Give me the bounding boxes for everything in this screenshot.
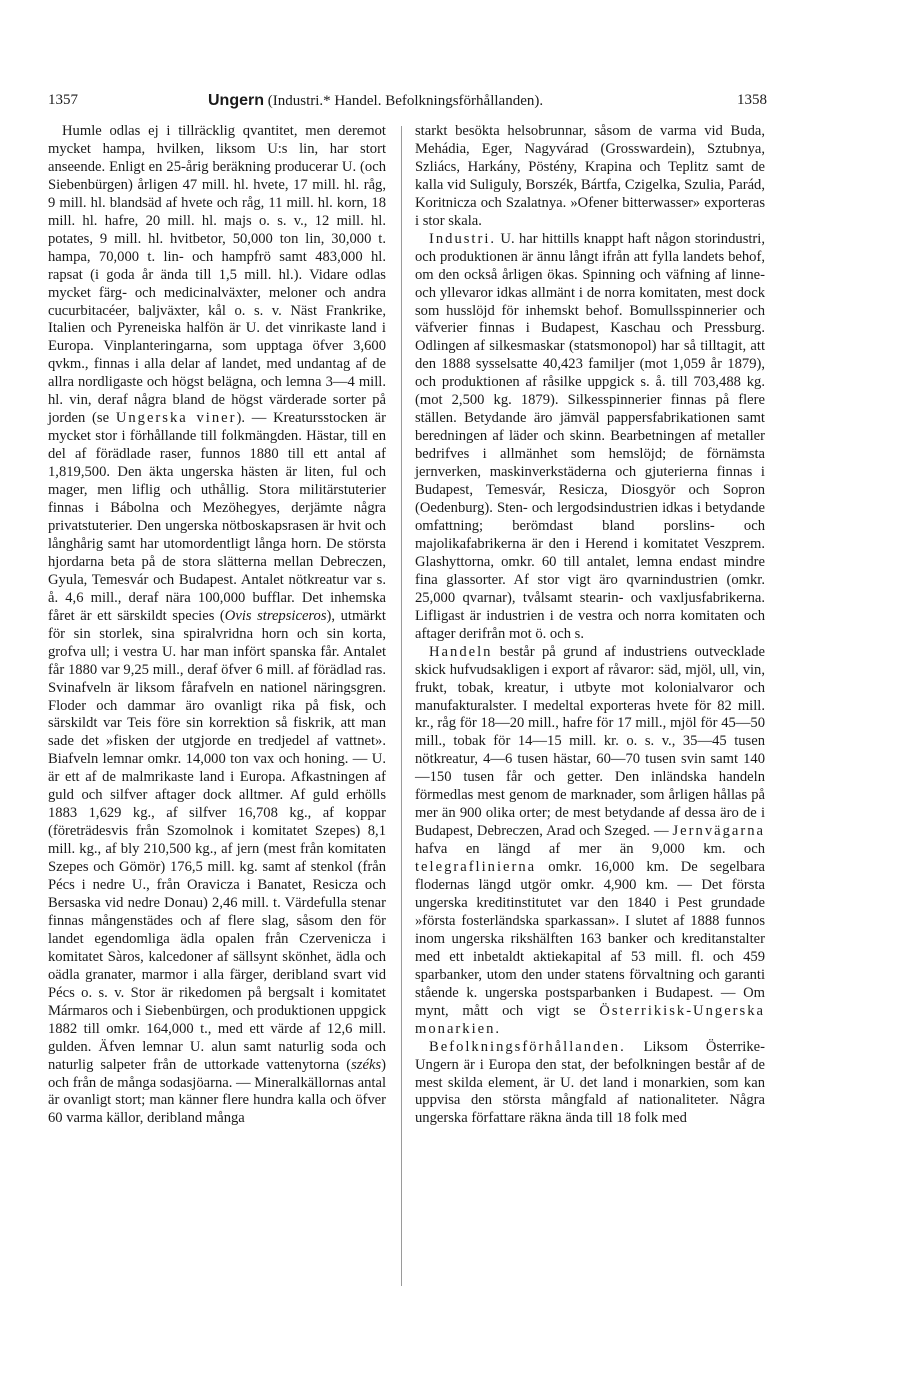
text-run: omkr. 16,000 km. De segelbara flodernas längd utgör omkr. 4,900 km. — Det första ungerska kreditinstitutet var den 1840 i Pest grundade »första fosterländska sparkassan». I slutet af 1888 funnos inom ungerska rikshälften 163 banker och kreditanstalter med ett inbetaldt aktiekapital af 53 mill. fl. och 459 sparbanker, utom den under statens förvaltning och garanti stående k. ungerska postsparbanken i Budapest. — Om mynt, mått och vigt se: [415, 859, 765, 1019]
right-column: [415, 123, 765, 1128]
population-paragraph: [415, 1039, 765, 1129]
section-heading-handeln: Handeln: [429, 643, 493, 660]
left-paragraph: [48, 123, 386, 1128]
cross-reference: Ungerska viner: [115, 410, 237, 427]
running-head-title: (Industri.* Handel. Befolkningsförhållanden).: [267, 93, 544, 109]
left-column: [48, 123, 386, 1128]
term-telegraf: telegraflinierna: [415, 859, 537, 876]
species-name: Ovis strepsiceros: [224, 607, 327, 624]
trade-paragraph: [415, 644, 765, 1039]
italic-term: széks: [351, 1056, 382, 1073]
running-head-country: Ungern: [208, 92, 264, 109]
column-divider: [401, 126, 402, 1286]
text-run: består på grund af industriens outvecklade skick hufvudsakligen i export af råvaror: säd, mjöl, ull, vin, frukt, tobak, kreatur, i utbyte mot kolonialvaror och manufakturalster. I medeltal exporteras hvete för 82 mill. kr., råg för 18—20 mill., hafre för 17 mill., mjöl för 45—50 mill., tobak för 14—15 mill. kr. o. s. v., 35—45 tusen nötkreatur, 4—6 tusen hästar, 60—70 tusen svin samt 140—150 tusen får och getter. Den inländska handeln förmedlas mest genom de marknader, som årligen hållas på mer än 900 olika orter; de mest betydande af dessa äro de i Budapest, Debreczen, Arad och Szeged. —: [415, 643, 765, 840]
page-number-right: 1358: [737, 92, 767, 108]
page-header: [48, 92, 767, 114]
text-run: Liksom Österrike-Ungern är i Europa den stat, der befolkningen består af de mest skilda element, är U. det land i monarkien, som kan uppvisa den största mångfald af nationaliteter. Några ungerska författare räkna ända till 18 folk med: [415, 1038, 765, 1127]
section-heading-industri: Industri.: [429, 230, 497, 247]
text-run: .: [495, 1020, 500, 1037]
text-run: U. har hittills knappt haft någon storindustri, och produktionen är ännu långt ifrån att fylla landets behof, om den också årligen ökas. Spinning och väfning af linne- och yllevaror idkas allmänt i de norra komitaten, mest dock som husslöjd för inhemskt behof. Bomullsspinnerier och väfverier finnas i Budapest, Kaschau och Pressburg. Odlingen af silkesmaskar (statsmonopol) har så tilltagit, att den 1888 sysselsatte 40,423 familjer (mot 1,059 år 1879), och produktionen af råsilke uppgick s. å. till 703,488 kg. (mot 2,500 kg. 1879). Silkesspinnerier finnas på flere ställen. Betydande äro jämväl pappersfabrikationen samt beredningen af läder och skinn. Bearbetningen af metaller bedrifves i allmänhet som hemslöjd; de förnämsta jernverken, maskinverkstäderna och gjuterierna finnas i Budapest, Temesvár, Resicza, Diosgyör och Sopron (Oedenburg). Sten- och lergodsindustrien idkas i betydande omfattning; berömdast bland porslins- och majolikafabrikerna är den i Herend i komitatet Veszprem. Glashyttorna, omkr. 60 till antalet, lemna endast mindre fina glassorter. Af stor vigt äro qvarnindustrien (omkr. 25,000 qvarnar), tvålsamt stearin- och vaxljusfabrikerna. Lifligast är industrien i de vestra och norra komitaten och aftager derifrån mot ö. och s.: [415, 230, 765, 642]
running-head: [208, 92, 543, 110]
industry-paragraph: [415, 231, 765, 644]
term-jernvagarna: Jernvägarna: [672, 823, 765, 840]
text-run: ). — Kreatursstocken är mycket stor i förhållande till folkmängden. Hästar, till en del af förädlade raser, funnos 1880 till ett antal af 1,819,500. Den äkta ungerska hästen är liten, ful och mager, men liflig och uthållig. Stora militärstuterier finnas i Bábolna och Mezöhegyes, derjämte några privatstuterier. Den ungerska nötboskapsrasen är hvit och långhårig samt har utomordentligt långa horn. De största hjordarna beta på de stora slätterna mellan Debreczen, Gyula, Temesvár och Budapest. Antalet nötkreatur var s. å. 4,6 mill., deraf nära 100,000 bufflar. Det inhemska fåret är ett särskildt species (: [48, 410, 386, 624]
text-run: hafva en längd af mer än 9,000 km. och: [415, 841, 765, 858]
text-run: ), utmärkt för sin storlek, sina spiralvridna horn och sin korta, grofva ull; i vestra U. har man infört spanska får. Antalet får 1880 var 9,25 mill., deraf öfver 6 mill. af förädlad ras. Svinafveln är liksom fårafveln en nationel näringsgren. Floder och dammar äro ovanligt rika på fisk, och särskildt var Teis före sin korrektion så fiskrik, att man sade det »fisken der utgjorde en tredjedel af vattnet». Biafveln lemnar omkr. 14,000 ton vax och honing. — U. är ett af de malmrikaste land i Europa. Afkastningen af guld och silfver aftager dock alltmer. Af guld erhölls 1883 1,629 kg., af silfver 16,708 kg., af koppar (företrädesvis från Szomolnok i komitatet Szepes) 8,1 mill. kg., af bly 210,500 kg., af jern (mest från komitaten Szepes och Gömör) 176,5 mill. kg. samt af stenkol (från Pécs i nedre U., från Oravicza i Banatet, Resicza och Bersaska vid nedre Donau) 2,46 mill. t. Värdefulla stenar finnas mångenstädes och af flere slag, såsom den för landet egendomliga ädla opalen från Czervenicza i komitatet Sàros, kalcedoner af sällsynt skönhet, ädla och oädla granater, marmor i alla färger, deribland svart vid Pécs o. s. v. Stor är rikedomen på bergsalt i komitatet Mármaros och i Siebenbürgen, och produktionen uppgick 1882 till omkr. 164,000 t., med ett värde af 12,6 mill. gulden. Äfven lemnar U. alun samt naturlig soda och naturlig salpeter från de uttorkade vattenytorna (: [48, 607, 386, 1073]
text-run: Humle odlas ej i tillräcklig qvantitet, men deremot mycket hampa, hvilken, liksom U:s lin, har stort anseende. Enligt en 25-årig beräkning producerar U. (och Siebenbürgen) årligen 47 mill. hl. hvete, 17 mill. hl. råg, 9 mill. hl. blandsäd af hvete och råg, 11 mill. hl. korn, 18 mill. hl. hafre, 20 mill. hl. majs o. s. v., 12 mill. hl. potates, 9 mill. hl. hvitbetor, 50,000 ton lin, 30,000 t. hampa, 70,000 t. lin- och hampfrö samt 483,000 hl. rapsat (i goda år ända till 1,5 mill. hl.). Vidare odlas mycket färg- och medicinalväxter, meloner och andra cucurbitacéer, baljväxter, kål o. s. v. Näst Frankrike, Italien och Pyreneiska halfön är U. det vinrikaste land i Europa. Vinplanteringarna, som upptaga öfver 3,600 qvkm., finnas i alla delar af landet, med undantag af de allra nordligaste och högst belägna, och lemna 3—4 mill. hl. vin, deraf några bland de högst värderade sorter på jorden (se: [48, 123, 386, 427]
section-heading-befolkning: Befolkningsförhållanden.: [429, 1038, 626, 1055]
page-number-left: 1357: [48, 92, 78, 108]
cross-reference: Österrikisk-Ungerska monarkien: [415, 1002, 765, 1037]
text-run: ) och från de många sodasjöarna. — Mineralkällornas antal är ovanligt stort; man känner flere hundra kalla och öfver 60 varma källor, deribland många: [48, 1056, 386, 1127]
right-paragraph: starkt besökta helsobrunnar, såsom de varma vid Buda, Mehádia, Eger, Nagyvárad (Grosswardein), Sztubnya, Szliács, Harkány, Pöstény, Krapina och Teplitz samt de kalla vid Suliguly, Borszék, Bártfa, Czigelka, Szulia, Parád, Koritnicza och Szalatnya. »Ofener bitterwasser» exporteras i stor skala.: [415, 123, 765, 229]
